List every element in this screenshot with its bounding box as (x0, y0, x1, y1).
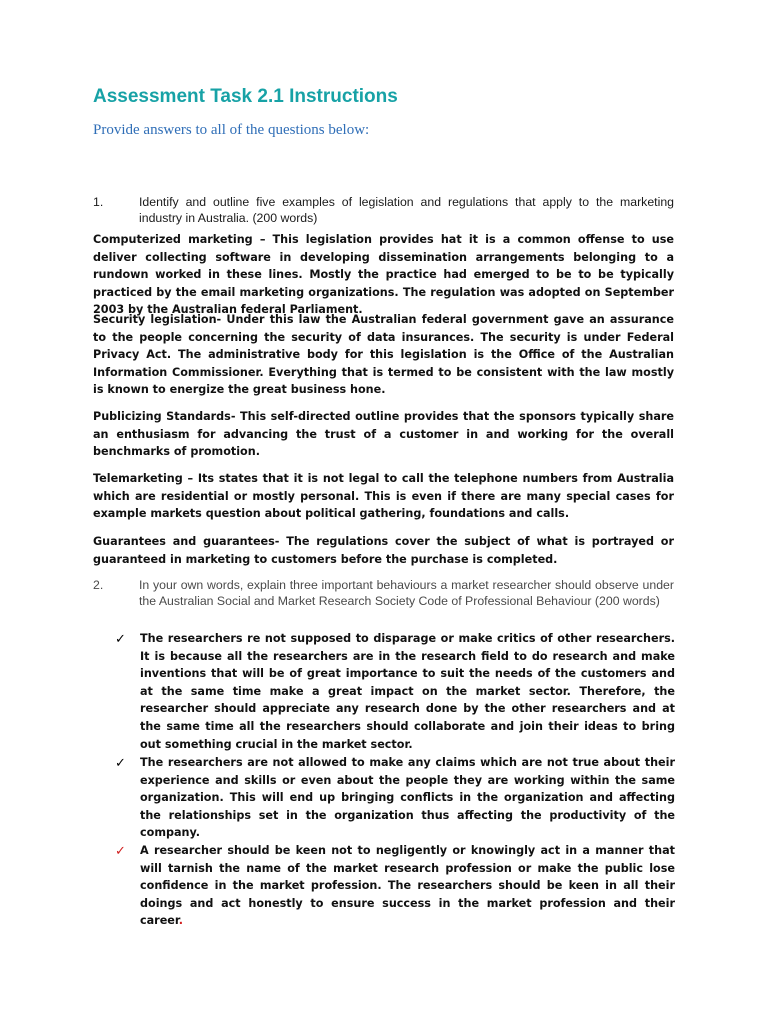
bullet-text (140, 842, 675, 930)
checkmark-icon: ✓ (115, 755, 126, 770)
answer-paragraph-computerized-marketing: Computerized marketing – This legislation provides hat it is a common offense to use deliver collecting software in developing dissemination arrangements belonging to a rundown worked in these lines. Mostly the practice had emerged to be to be typically practiced by the email marketing organizations. The regulation was adopted on September 2003 by the Australian federal Parliament. (93, 233, 674, 317)
question-2 (93, 578, 674, 609)
checkmark-icon: ✓ (115, 631, 126, 646)
bullet-text-body: A researcher should be keen not to negligently or knowingly act in a manner that will tarnish the name of the market research profession or make the public lose confidence in the market profession. The researchers should be keen in all their doings and act honestly to ensure success in the market profession and their career (140, 844, 675, 928)
trailing-period: . (178, 914, 184, 928)
bullet-text: The researchers re not supposed to disparage or make critics of other researchers. It is because all the researchers are in the research field to do research and make inventions that will be of great importance to suit the needs of the customers and at the same time make a great impact on the market sector. Therefore, the researcher should appreciate any research done by the other researchers and at the same time all the researchers should collaborate and join their ideas to bring out something crucial in the market sector. (140, 632, 675, 751)
bullet-item (115, 842, 675, 930)
question-text: Identify and outline five examples of legislation and regulations that apply to the marketing industry in Australia. (200 words) (139, 195, 674, 225)
checkmark-icon: ✓ (115, 843, 126, 858)
bullet-item (115, 754, 675, 842)
question-text: In your own words, explain three important behaviours a market researcher should observe under the Australian Social and Market Research Society Code of Professional Behaviour (200 words) (139, 578, 674, 608)
question-number: 1. (93, 195, 104, 209)
question-1 (93, 195, 674, 226)
answer-paragraph-publicizing-standards: Publicizing Standards- This self-directed outline provides that the sponsors typically share an enthusiasm for advancing the trust of a customer in and working for the overall benchmarks of promotion. (93, 410, 674, 459)
question-number: 2. (93, 578, 104, 592)
answer-paragraph-security-legislation: Security legislation- Under this law the Australian federal government gave an assurance to the people concerning the security of data insurances. The security is under Federal Privacy Act. The administrative body for this legislation is the Office of the Australian Information Commissioner. Everything that is termed to be consistent with the law mostly is known to energize the great business hone. (93, 313, 674, 397)
page-title: Assessment Task 2.1 Instructions (93, 86, 398, 107)
bullet-item (115, 630, 675, 753)
page-subtitle: Provide answers to all of the questions below: (93, 122, 370, 138)
answer-paragraph-guarantees: Guarantees and guarantees- The regulations cover the subject of what is portrayed or guaranteed in marketing to customers before the purchase is completed. (93, 535, 674, 566)
answer-paragraph-telemarketing: Telemarketing – Its states that it is not legal to call the telephone numbers from Australia which are residential or mostly personal. This is even if there are many special cases for example markets question about political gathering, foundations and calls. (93, 472, 674, 521)
bullet-text: The researchers are not allowed to make any claims which are not true about their experience and skills or even about the people they are working within the same organization. This will end up bringing conflicts in the organization and affecting the relationships set in the organization thus affecting the productivity of the company. (140, 756, 675, 840)
